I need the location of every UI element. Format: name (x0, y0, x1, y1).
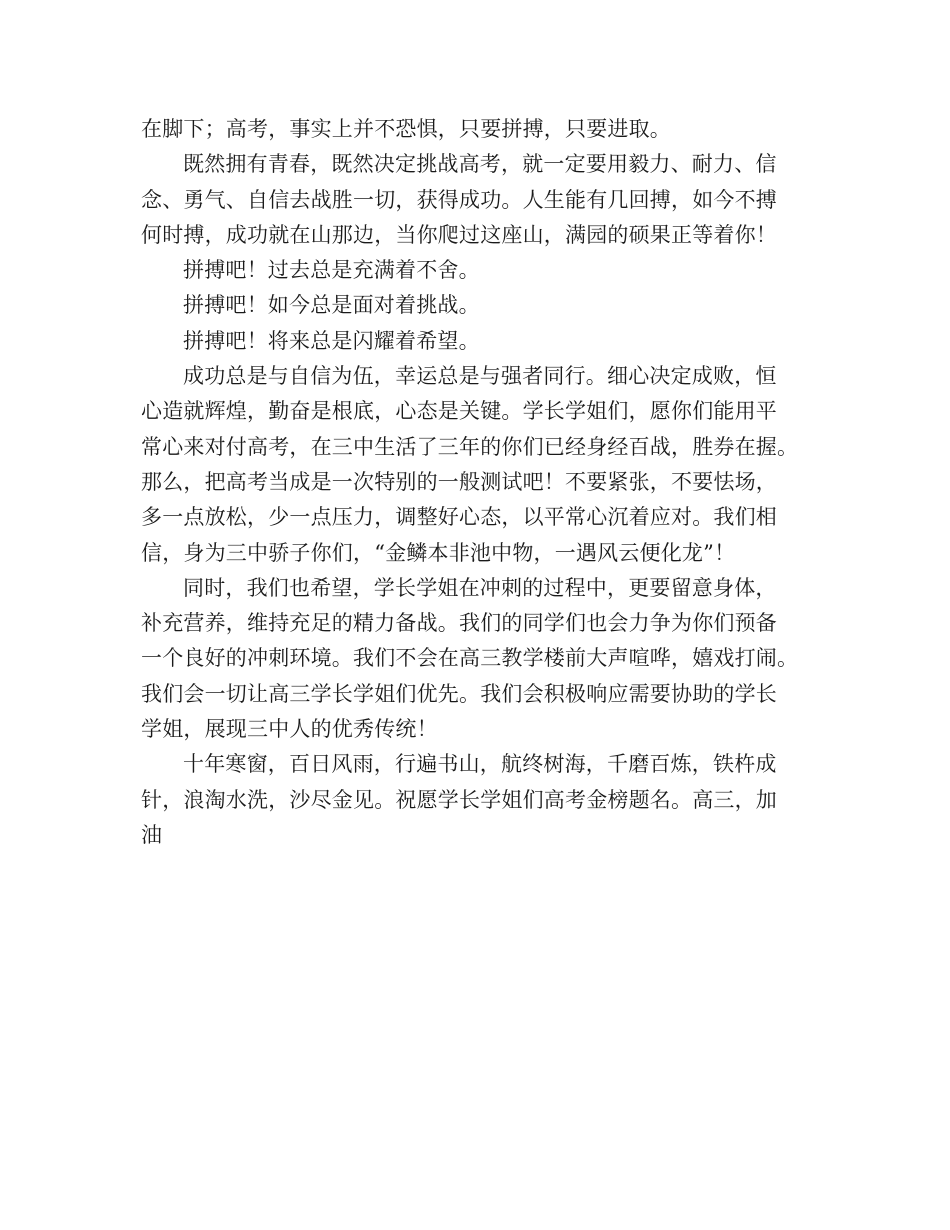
text-line: 多一点放松，少一点压力，调整好心态，以平常心沉着应对。我们相 (141, 505, 777, 530)
text-line: 念、勇气、自信去战胜一切，获得成功。人生能有几回搏，如今不搏 (141, 187, 777, 212)
text-line: 既然拥有青春，既然决定挑战高考，就一定要用毅力、耐力、信 (183, 152, 777, 177)
text-line: 在脚下；高考，事实上并不恐惧，只要拼搏，只要进取。 (141, 117, 671, 141)
text-line: 拼搏吧！如今总是面对着挑战。 (183, 293, 480, 318)
text-line: 我们会一切让高三学长学姐们优先。我们会积极响应需要协助的学长 (141, 681, 777, 706)
text-line: 拼搏吧！将来总是闪耀着希望。 (183, 328, 480, 353)
text-line: 一个良好的冲刺环境。我们不会在高三教学楼前大声喧哗，嬉戏打闹。 (141, 646, 799, 671)
text-line: 成功总是与自信为伍，幸运总是与强者同行。细心决定成败，恒 (183, 364, 777, 389)
text-line: 针，浪淘水洗，沙尽金见。祝愿学长学姐们高考金榜题名。高三，加 (141, 787, 777, 812)
text-line: 心造就辉煌，勤奋是根底，心态是关键。学长学姐们，愿你们能用平 (141, 399, 777, 424)
text-line: 油 (141, 822, 163, 847)
text-line: 学姐，展现三中人的优秀传统！ (141, 717, 438, 742)
text-line: 同时，我们也希望，学长学姐在冲刺的过程中，更要留意身体， (183, 575, 777, 600)
text-line: 何时搏，成功就在山那边，当你爬过这座山，满园的硕果正等着你！ (141, 222, 777, 247)
text-line: 信，身为三中骄子你们，“金鳞本非池中物，一遇风云便化龙”！ (141, 540, 736, 565)
text-line: 常心来对付高考，在三中生活了三年的你们已经身经百战，胜券在握。 (141, 434, 799, 459)
text-line: 补充营养，维持充足的精力备战。我们的同学们也会力争为你们预备 (141, 611, 777, 636)
text-line: 十年寒窗，百日风雨，行遍书山，航终树海，千磨百炼，铁杵成 (183, 752, 777, 777)
text-line: 那么，把高考当成是一次特别的一般测试吧！不要紧张，不要怯场， (141, 469, 777, 494)
text-line: 拼搏吧！过去总是充满着不舍。 (183, 258, 480, 283)
body-text (141, 112, 821, 853)
